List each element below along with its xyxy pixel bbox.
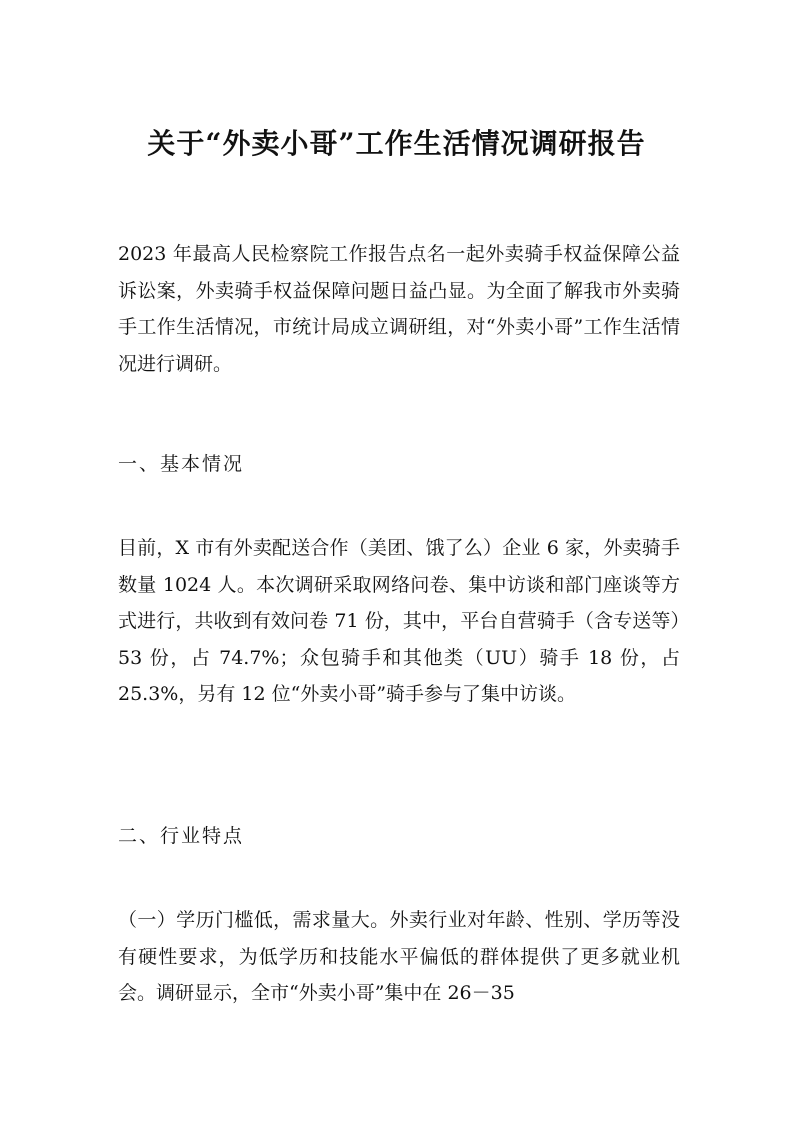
section-heading-industry-features: 二、行业特点 [118,825,245,847]
industry-features-paragraph: （一）学历门槛低，需求量大。外卖行业对年龄、性别、学历等没有硬性要求，为低学历和技能水平偏低的群体提供了更多就业机会。调研显示，全市“外卖小哥”集中在 26－35 [118,909,680,1004]
intro-paragraph: 2023 年最高人民检察院工作报告点名一起外卖骑手权益保障公益诉讼案，外卖骑手权益保障问题日益凸显。为全面了解我市外卖骑手工作生活情况，市统计局成立调研组，对“外卖小哥”工作生活情况进行调研。 [118,243,680,375]
document-title: 关于“外卖小哥”工作生活情况调研报告 [147,127,646,160]
basic-situation-paragraph: 目前，X 市有外卖配送合作（美团、饿了么）企业 6 家，外卖骑手数量 1024 人。本次调研采取网络问卷、集中访谈和部门座谈等方式进行，共收到有效问卷 71 份，其中，平台自营骑手（含专送等）53 份，占 74.7%；众包骑手和其他类（UU）骑手 18 份，占 25.3%，另有 12 位“外卖小哥”骑手参与了集中访谈。 [118,537,680,705]
section-heading-basic-situation: 一、基本情况 [118,453,245,475]
